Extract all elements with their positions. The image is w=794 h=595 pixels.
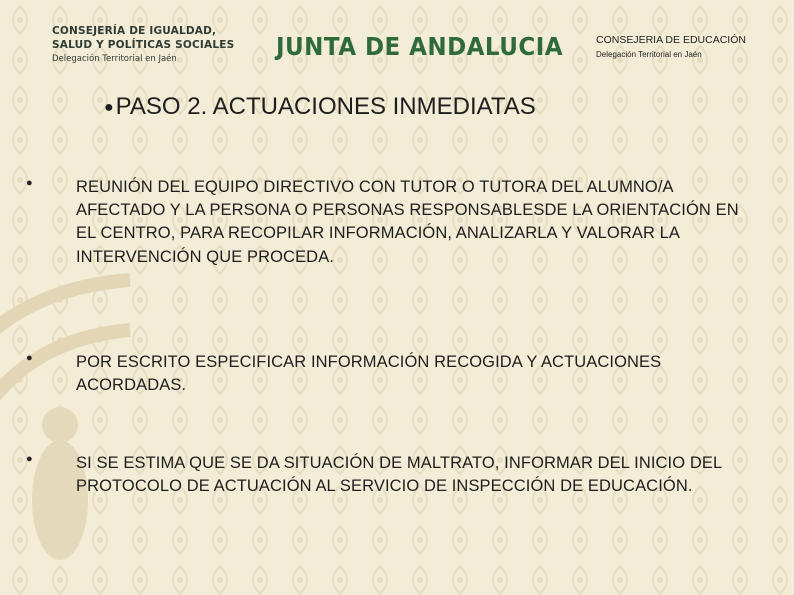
pattern-tile (653, 526, 667, 554)
pattern-tile (453, 326, 467, 354)
pattern-tile (53, 166, 67, 194)
pattern-tile (213, 526, 227, 554)
pattern-tile (333, 326, 347, 354)
pattern-tile (693, 326, 707, 354)
pattern-tile (613, 126, 627, 154)
pattern-tile (653, 566, 667, 594)
header-left-line2: SALUD Y POLÍTICAS SOCIALES (52, 39, 235, 51)
pattern-tile (373, 406, 387, 434)
pattern-tile (533, 526, 547, 554)
pattern-tile (373, 566, 387, 594)
pattern-tile (413, 6, 427, 34)
pattern-tile (253, 566, 267, 594)
pattern-tile (613, 326, 627, 354)
pattern-tile (53, 206, 67, 234)
header-right (596, 34, 786, 59)
pattern-tile (653, 126, 667, 154)
pattern-tile (773, 206, 787, 234)
pattern-tile (293, 566, 307, 594)
pattern-tile (213, 566, 227, 594)
pattern-tile (413, 326, 427, 354)
pattern-tile (253, 46, 267, 74)
pattern-tile (693, 6, 707, 34)
bullet-icon: ● (26, 453, 33, 465)
pattern-tile (733, 126, 747, 154)
pattern-tile (573, 566, 587, 594)
bullet-text: REUNIÓN DEL EQUIPO DIRECTIVO CON TUTOR O TUTORA DEL ALUMNO/A AFECTADO Y LA PERSONA O PERSONAS RESPONSABLESDE LA ORIENTACIÓN EN EL CENTRO, PARA RECOPILAR INFORMACIÓN, ANALIZARLA Y VALORAR LA INTERVENCIÓN QUE PROCEDA. (76, 178, 739, 266)
pattern-tile (533, 326, 547, 354)
pattern-tile (253, 326, 267, 354)
pattern-tile (693, 286, 707, 314)
pattern-tile (773, 566, 787, 594)
pattern-tile (333, 526, 347, 554)
pattern-tile (173, 566, 187, 594)
pattern-tile (253, 526, 267, 554)
pattern-tile (373, 6, 387, 34)
pattern-tile (413, 126, 427, 154)
pattern-tile (613, 526, 627, 554)
pattern-tile (773, 446, 787, 474)
pattern-tile (733, 406, 747, 434)
pattern-tile (733, 86, 747, 114)
pattern-tile (333, 406, 347, 434)
pattern-tile (773, 166, 787, 194)
pattern-tile (293, 326, 307, 354)
pattern-tile (173, 526, 187, 554)
pattern-tile (413, 406, 427, 434)
pattern-tile (653, 86, 667, 114)
pattern-tile (773, 406, 787, 434)
pattern-tile (13, 86, 27, 114)
pattern-tile (453, 126, 467, 154)
pattern-tile (493, 566, 507, 594)
pattern-tile (573, 326, 587, 354)
pattern-tile (253, 286, 267, 314)
pattern-tile (373, 326, 387, 354)
pattern-tile (293, 286, 307, 314)
bullet-icon: ● (26, 352, 33, 364)
pattern-tile (253, 126, 267, 154)
pattern-tile (493, 286, 507, 314)
pattern-tile (333, 6, 347, 34)
pattern-tile (493, 406, 507, 434)
pattern-tile (613, 566, 627, 594)
pattern-tile (693, 406, 707, 434)
pattern-tile (733, 566, 747, 594)
bullet-icon: ● (26, 177, 33, 189)
slide-title (104, 93, 536, 121)
pattern-tile (573, 406, 587, 434)
pattern-tile (733, 526, 747, 554)
pattern-tile (653, 326, 667, 354)
pattern-tile (613, 6, 627, 34)
pattern-tile (493, 126, 507, 154)
pattern-tile (533, 6, 547, 34)
pattern-tile (533, 286, 547, 314)
pattern-tile (773, 486, 787, 514)
pattern-tile (773, 126, 787, 154)
pattern-tile (413, 286, 427, 314)
pattern-tile (53, 86, 67, 114)
pattern-tile (453, 286, 467, 314)
header-left-line1: CONSEJERÍA DE IGUALDAD, (52, 25, 217, 37)
pattern-tile (13, 206, 27, 234)
pattern-tile (133, 126, 147, 154)
pattern-tile (493, 326, 507, 354)
pattern-tile (453, 6, 467, 34)
pattern-tile (533, 126, 547, 154)
pattern-tile (773, 286, 787, 314)
pattern-tile (613, 286, 627, 314)
pattern-tile (213, 326, 227, 354)
pattern-tile (773, 526, 787, 554)
pattern-tile (333, 566, 347, 594)
pattern-tile (493, 526, 507, 554)
pattern-tile (733, 326, 747, 354)
pattern-tile (453, 526, 467, 554)
pattern-tile (653, 6, 667, 34)
pattern-tile (253, 406, 267, 434)
pattern-tile (333, 286, 347, 314)
pattern-tile (93, 126, 107, 154)
emblem-watermark-icon (0, 250, 140, 595)
pattern-tile (773, 246, 787, 274)
pattern-tile (573, 126, 587, 154)
title-bullet-icon: ● (104, 98, 114, 116)
pattern-tile (613, 86, 627, 114)
bullet-text: SI SE ESTIMA QUE SE DA SITUACIÓN DE MALTRATO, INFORMAR DEL INICIO DEL PROTOCOLO DE ACTUACIÓN AL SERVICIO DE INSPECCIÓN DE EDUCACIÓN. (76, 454, 722, 496)
header-right-line1: CONSEJERIA DE EDUCACIÓN (596, 34, 746, 46)
pattern-tile (773, 326, 787, 354)
pattern-tile (653, 406, 667, 434)
pattern-tile (253, 6, 267, 34)
pattern-tile (173, 406, 187, 434)
pattern-tile (13, 46, 27, 74)
pattern-tile (613, 406, 627, 434)
pattern-tile (13, 126, 27, 154)
pattern-tile (693, 526, 707, 554)
header-left-line3: Delegación Territorial en Jaén (52, 54, 177, 64)
pattern-tile (773, 6, 787, 34)
pattern-tile (373, 526, 387, 554)
pattern-tile (733, 6, 747, 34)
pattern-tile (733, 286, 747, 314)
pattern-tile (173, 126, 187, 154)
pattern-tile (13, 6, 27, 34)
pattern-tile (453, 406, 467, 434)
pattern-tile (773, 86, 787, 114)
pattern-tile (373, 286, 387, 314)
pattern-tile (173, 326, 187, 354)
pattern-tile (373, 126, 387, 154)
pattern-tile (573, 526, 587, 554)
pattern-tile (693, 126, 707, 154)
pattern-tile (573, 46, 587, 74)
pattern-tile (573, 6, 587, 34)
pattern-tile (53, 126, 67, 154)
pattern-tile (213, 286, 227, 314)
pattern-tile (213, 126, 227, 154)
pattern-tile (293, 406, 307, 434)
junta-de-andalucia-logo: JUNTA DE ANDALUCIA (276, 32, 563, 61)
pattern-tile (173, 286, 187, 314)
pattern-tile (573, 86, 587, 114)
pattern-tile (693, 566, 707, 594)
pattern-tile (413, 566, 427, 594)
header-left-logo (52, 24, 235, 66)
pattern-tile (293, 526, 307, 554)
pattern-tile (773, 366, 787, 394)
header-right-line2: Delegación Territorial en Jaén (596, 50, 702, 59)
pattern-tile (293, 126, 307, 154)
pattern-tile (653, 286, 667, 314)
pattern-tile (453, 566, 467, 594)
pattern-tile (493, 6, 507, 34)
pattern-tile (413, 526, 427, 554)
pattern-tile (13, 166, 27, 194)
pattern-tile (533, 406, 547, 434)
bullet-text: POR ESCRITO ESPECIFICAR INFORMACIÓN RECOGIDA Y ACTUACIONES ACORDADAS. (76, 353, 662, 395)
pattern-tile (293, 6, 307, 34)
pattern-tile (333, 126, 347, 154)
pattern-tile (693, 86, 707, 114)
pattern-tile (213, 406, 227, 434)
pattern-tile (533, 566, 547, 594)
pattern-tile (573, 286, 587, 314)
slide-title-text: PASO 2. ACTUACIONES INMEDIATAS (115, 93, 536, 120)
